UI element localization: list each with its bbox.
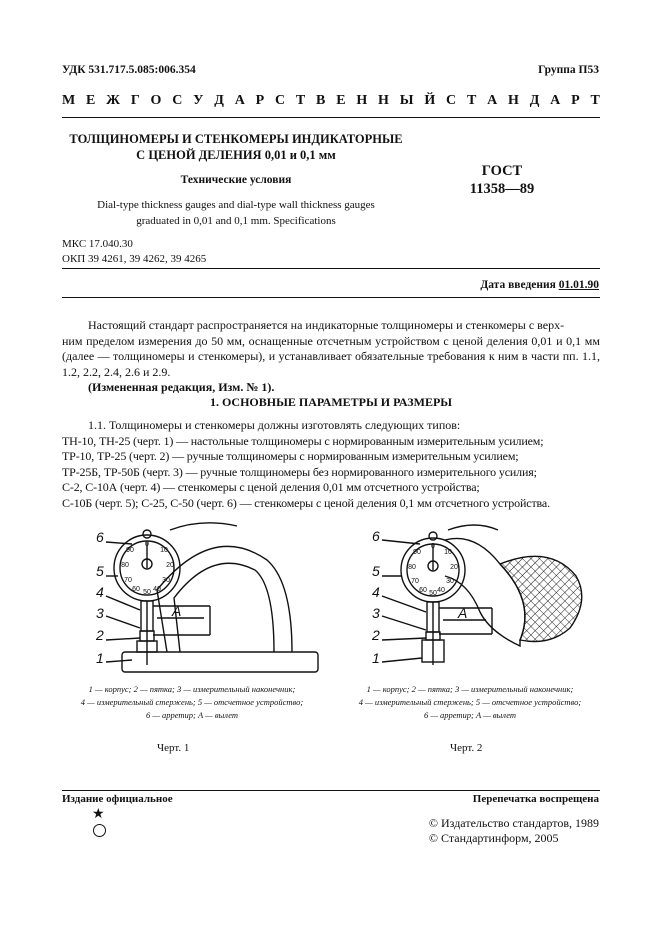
section-1-item: ТН-10, ТН-25 (черт. 1) — настольные толщиномеры с нормированным измерительным усилием;: [62, 433, 544, 448]
group-code: Группа П53: [538, 64, 599, 76]
effective-date-value: 01.01.90: [558, 279, 599, 291]
dial-number: 80: [121, 562, 129, 569]
legend-line-2: 4 — измерительный стержень; 5 — отсчетное устройство;: [80, 697, 304, 707]
part-label-4: 4: [96, 584, 104, 600]
part-label-1: 1: [96, 650, 104, 666]
intro-text: ним пределом измерения до 50 мм, оснащенные отсчетным устройством с ценой деления 0,01 и 0,1 мм (далее — толщиномеры и стенкомеры), и устанавливает обязательные требования к ним в части пп. 1.1, 1.2, 2.2, 2.4, 2.6 и 2.9.: [62, 333, 600, 379]
figure-1-caption: Черт. 1: [157, 742, 190, 754]
intro-paragraph: [62, 334, 600, 396]
dial-number: 70: [411, 578, 419, 585]
section-1-heading: 1. ОСНОВНЫЕ ПАРАМЕТРЫ И РАЗМЕРЫ: [209, 395, 453, 409]
figure-1-drawing: [62, 520, 322, 678]
document-subtitle: Технические условия: [180, 174, 292, 186]
part-label-5: 5: [372, 563, 380, 579]
official-edition-label: Издание официальное: [62, 793, 173, 805]
figure-1: [62, 520, 322, 754]
section-1-item: 1.1. Толщиномеры и стенкомеры должны изготовлять следующих типов:: [88, 418, 461, 432]
date-rule: [62, 297, 600, 298]
legend-line-3: 6 — арретир; A — вылет: [145, 710, 239, 720]
gost-number: [447, 162, 557, 198]
part-label-6: 6: [96, 529, 104, 545]
part-label-2: 2: [96, 627, 104, 643]
part-label-2: 2: [372, 627, 380, 643]
section-1-list: [62, 434, 600, 512]
dial-number: 60: [419, 587, 427, 594]
dial-number: 50: [143, 589, 151, 596]
udk-code: УДК 531.717.5.085:006.354: [62, 64, 196, 76]
copyright-line-1: © Издательство стандартов, 1989: [428, 816, 599, 830]
part-label-3: 3: [372, 605, 380, 621]
dial-number: 80: [408, 564, 416, 571]
english-title-line-1: Dial-type thickness gauges and dial-type wall thickness gauges: [97, 199, 375, 211]
dial-number: 0: [145, 541, 149, 548]
legend-line-1: 1 — корпус; 2 — пятка; 3 — измерительный наконечник;: [366, 684, 574, 694]
intro-first-line: [88, 318, 600, 334]
dimension-a-label: A: [172, 603, 182, 619]
gost-label: ГОСТ: [481, 163, 523, 179]
figure-2-drawing: [340, 520, 600, 678]
gost-code: 11358—89: [469, 181, 535, 197]
dial-number: 0: [431, 543, 435, 550]
part-label-1: 1: [372, 650, 380, 666]
section-1-item: ТР-10, ТР-25 (черт. 2) — ручные толщиномеры с нормированным измерительным усилием;: [62, 449, 519, 464]
section-1-item: С-10Б (черт. 5); С-25, С-50 (черт. 6) — стенкомеры с ценой деления 0,1 мм отсчетного устройства.: [62, 495, 550, 510]
title-line-1: ТОЛЩИНОМЕРЫ И СТЕНКОМЕРЫ ИНДИКАТОРНЫЕ: [69, 132, 403, 146]
document-title: [62, 131, 410, 163]
section-1-item-0-wrap: [88, 418, 600, 434]
figure-2: [340, 520, 600, 754]
english-title: [62, 197, 410, 229]
dial-number: 20: [166, 562, 174, 569]
intro-amendment: (Измененная редакция, Изм. № 1).: [88, 380, 275, 394]
reprint-prohibited-label: Перепечатка воспрещена: [472, 793, 599, 805]
classification-codes: [62, 237, 206, 267]
part-label-4: 4: [372, 584, 380, 600]
standard-banner: М Е Ж Г О С У Д А Р С Т В Е Н Н Ы Й С Т А Н Д А Р Т: [62, 93, 600, 108]
dial-number: 40: [153, 586, 161, 593]
dial-number: 30: [162, 577, 170, 584]
dial-number: 70: [124, 577, 132, 584]
header-rule: [62, 117, 600, 118]
dial-number: 20: [450, 564, 458, 571]
dial-number: 90: [413, 549, 421, 556]
dial-number: 90: [126, 547, 134, 554]
circle-icon: [93, 824, 106, 837]
footer-rule: [62, 790, 600, 791]
legend-line-3: 6 — арретир; A — вылет: [423, 710, 517, 720]
section-1-item: ТР-25Б, ТР-50Б (черт. 3) — ручные толщиномеры без нормированного измерительного усилия;: [62, 464, 537, 479]
intro-line-1: Настоящий стандарт распространяется на индикаторные толщиномеры и стенкомеры с верх-: [88, 318, 565, 332]
codes-rule: [62, 268, 600, 269]
part-label-3: 3: [96, 605, 104, 621]
part-label-6: 6: [372, 528, 380, 544]
okp-code: ОКП 39 4261, 39 4262, 39 4265: [62, 253, 207, 265]
legend-line-1: 1 — корпус; 2 — пятка; 3 — измерительный наконечник;: [88, 684, 296, 694]
english-title-line-2: graduated in 0,01 and 0,1 mm. Specifications: [136, 215, 336, 227]
dimension-a-label: A: [458, 605, 468, 621]
figure-2-legend: [340, 683, 600, 722]
effective-date-label: Дата введения: [480, 279, 556, 291]
dial-number: 50: [429, 590, 437, 597]
part-label-5: 5: [96, 563, 104, 579]
effective-date: [480, 279, 599, 291]
title-line-2: С ЦЕНОЙ ДЕЛЕНИЯ 0,01 и 0,1 мм: [136, 148, 336, 162]
dial-number: 30: [446, 578, 454, 585]
mks-code: МКС 17.040.30: [62, 238, 133, 250]
copyright-line-2: © Стандартинформ, 2005: [428, 831, 559, 845]
dial-number: 60: [132, 586, 140, 593]
figure-1-legend: [62, 683, 322, 722]
dial-number: 40: [437, 587, 445, 594]
star-icon: ★: [92, 807, 105, 822]
dial-number: 10: [444, 549, 452, 556]
copyright-block: [429, 816, 599, 846]
dial-number: 10: [160, 547, 168, 554]
figure-2-caption: Черт. 2: [450, 742, 483, 754]
section-1-item: С-2, С-10А (черт. 4) — стенкомеры с ценой деления 0,01 мм отсчетного устройства;: [62, 480, 480, 495]
legend-line-2: 4 — измерительный стержень; 5 — отсчетное устройство;: [358, 697, 582, 707]
